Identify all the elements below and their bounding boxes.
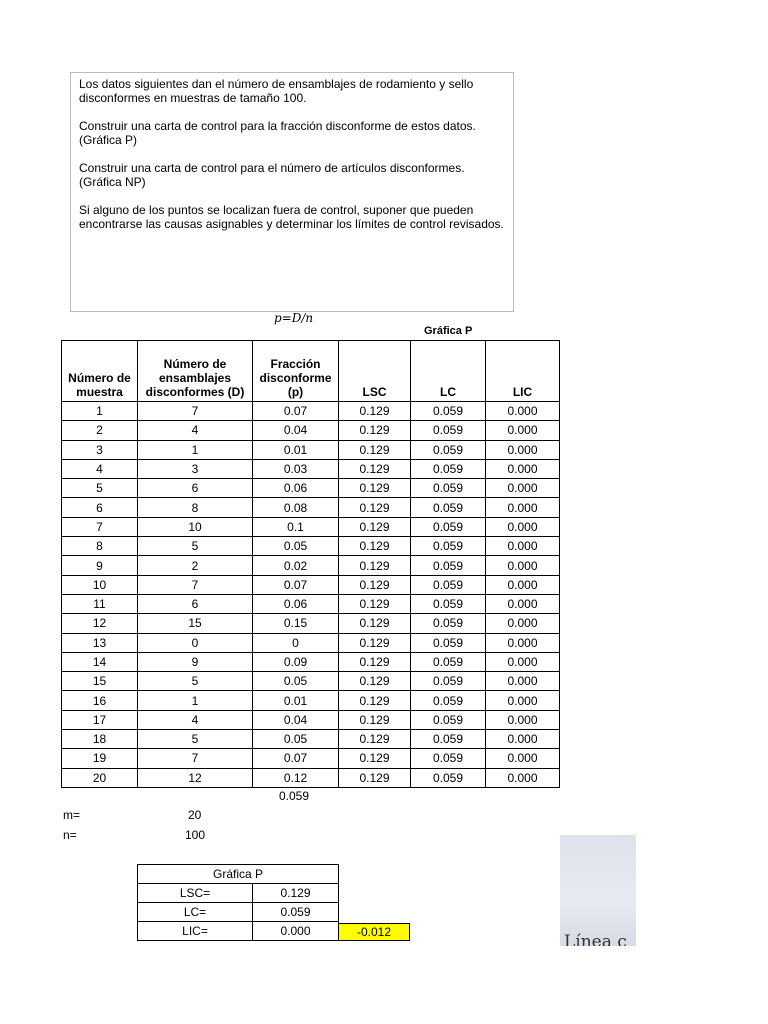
cell-fraction[interactable]: 0.05 xyxy=(253,672,339,691)
cell-sample[interactable]: 19 xyxy=(62,749,138,768)
cell-fraction[interactable]: 0.03 xyxy=(253,459,339,478)
cell-fraction[interactable]: 0 xyxy=(253,633,339,652)
table-row xyxy=(62,421,560,440)
cell-fraction[interactable]: 0.07 xyxy=(253,575,339,594)
summary-title-row xyxy=(138,865,339,884)
instruction-4: Si alguno de los puntos se localizan fuera de control, suponer que pueden encontrarse las causas asignables y determinar los límites de control revisados. xyxy=(79,203,504,231)
cell-lsc[interactable]: 0.129 xyxy=(339,402,411,421)
cell-sample[interactable]: 8 xyxy=(62,537,138,556)
header-lsc[interactable]: LSC xyxy=(339,341,411,402)
n-label: n= xyxy=(63,828,77,842)
cell-sample[interactable]: 9 xyxy=(62,556,138,575)
summary-value-lc[interactable]: 0.059 xyxy=(253,903,339,922)
cell-lc[interactable]: 0.059 xyxy=(411,672,486,691)
cell-defects[interactable]: 0 xyxy=(138,633,253,652)
table-row xyxy=(62,440,560,459)
cell-sample[interactable]: 6 xyxy=(62,498,138,517)
chart-title: Gráfica P xyxy=(424,325,473,337)
cell-lc[interactable]: 0.059 xyxy=(411,633,486,652)
table-row xyxy=(62,633,560,652)
cell-lc[interactable]: 0.059 xyxy=(411,614,486,633)
cell-lsc[interactable]: 0.129 xyxy=(339,614,411,633)
cell-fraction[interactable]: 0.12 xyxy=(253,768,339,787)
cell-defects[interactable]: 4 xyxy=(138,710,253,729)
cell-defects[interactable]: 12 xyxy=(138,768,253,787)
cell-fraction[interactable]: 0.05 xyxy=(253,537,339,556)
cell-lc[interactable]: 0.059 xyxy=(411,421,486,440)
header-defects[interactable]: Número de ensamblajes disconformes (D) xyxy=(138,341,253,402)
cell-lsc[interactable]: 0.129 xyxy=(339,575,411,594)
cell-fraction[interactable]: 0.09 xyxy=(253,652,339,671)
summary-value-lic[interactable]: 0.000 xyxy=(253,922,339,941)
cell-lsc[interactable]: 0.129 xyxy=(339,749,411,768)
cell-defects[interactable]: 2 xyxy=(138,556,253,575)
header-fraction[interactable]: Fracción disconforme (p) xyxy=(253,341,339,402)
table-row xyxy=(62,575,560,594)
cell-fraction[interactable]: 0.04 xyxy=(253,421,339,440)
cell-lc[interactable]: 0.059 xyxy=(411,459,486,478)
cell-lsc[interactable]: 0.129 xyxy=(339,537,411,556)
cell-lsc[interactable]: 0.129 xyxy=(339,691,411,710)
cell-fraction[interactable]: 0.07 xyxy=(253,749,339,768)
table-row xyxy=(62,691,560,710)
cell-lsc[interactable]: 0.129 xyxy=(339,459,411,478)
cell-lsc[interactable]: 0.129 xyxy=(339,672,411,691)
header-lic[interactable]: LIC xyxy=(486,341,560,402)
cell-fraction[interactable]: 0.04 xyxy=(253,710,339,729)
table-row xyxy=(62,710,560,729)
instructions-textbox xyxy=(70,72,514,312)
cell-defects[interactable]: 10 xyxy=(138,517,253,536)
table-row xyxy=(62,594,560,613)
cell-fraction[interactable]: 0.01 xyxy=(253,440,339,459)
m-value[interactable]: 20 xyxy=(188,808,202,822)
cell-sample[interactable]: 12 xyxy=(62,614,138,633)
cell-defects[interactable]: 5 xyxy=(138,537,253,556)
header-lc[interactable]: LC xyxy=(411,341,486,402)
cell-sample[interactable]: 11 xyxy=(62,594,138,613)
cell-sample[interactable]: 20 xyxy=(62,768,138,787)
cell-defects[interactable]: 7 xyxy=(138,749,253,768)
p-bar-value[interactable]: 0.059 xyxy=(279,789,310,803)
cell-lic[interactable]: 0.000 xyxy=(486,672,560,691)
cell-lic[interactable]: 0.000 xyxy=(486,633,560,652)
cell-lc[interactable]: 0.059 xyxy=(411,479,486,498)
cell-lsc[interactable]: 0.129 xyxy=(339,498,411,517)
cell-lc[interactable]: 0.059 xyxy=(411,537,486,556)
cell-sample[interactable]: 2 xyxy=(62,421,138,440)
cell-defects[interactable]: 1 xyxy=(138,440,253,459)
n-value[interactable]: 100 xyxy=(185,828,206,842)
cell-lic[interactable]: 0.000 xyxy=(486,537,560,556)
cell-lc[interactable]: 0.059 xyxy=(411,402,486,421)
cell-lsc[interactable]: 0.129 xyxy=(339,421,411,440)
cell-lsc[interactable]: 0.129 xyxy=(339,440,411,459)
cell-defects[interactable]: 4 xyxy=(138,421,253,440)
m-label: m= xyxy=(63,808,81,822)
cell-lic[interactable]: 0.000 xyxy=(486,459,560,478)
cell-lic[interactable]: 0.000 xyxy=(486,749,560,768)
cell-fraction[interactable]: 0.07 xyxy=(253,402,339,421)
cell-lsc[interactable]: 0.129 xyxy=(339,556,411,575)
summary-label-lc[interactable]: LC= xyxy=(138,903,253,922)
cell-lsc[interactable]: 0.129 xyxy=(339,710,411,729)
cell-defects[interactable]: 3 xyxy=(138,459,253,478)
cell-lic[interactable]: 0.000 xyxy=(486,556,560,575)
cell-fraction[interactable]: 0.15 xyxy=(253,614,339,633)
table-row xyxy=(62,479,560,498)
summary-row-lic xyxy=(138,922,339,941)
cell-fraction[interactable]: 0.08 xyxy=(253,498,339,517)
summary-table xyxy=(137,864,339,941)
summary-row-lsc xyxy=(138,884,339,903)
cell-lc[interactable]: 0.059 xyxy=(411,730,486,749)
cell-defects[interactable]: 6 xyxy=(138,479,253,498)
cell-lc[interactable]: 0.059 xyxy=(411,768,486,787)
cell-lc[interactable]: 0.059 xyxy=(411,575,486,594)
cell-defects[interactable]: 9 xyxy=(138,652,253,671)
cell-defects[interactable]: 6 xyxy=(138,594,253,613)
cell-lic[interactable]: 0.000 xyxy=(486,440,560,459)
cell-sample[interactable]: 4 xyxy=(62,459,138,478)
table-row xyxy=(62,768,560,787)
cell-defects[interactable]: 7 xyxy=(138,402,253,421)
book-excerpt-text: Línea c xyxy=(564,932,627,946)
cell-lc[interactable]: 0.059 xyxy=(411,691,486,710)
cell-sample[interactable]: 18 xyxy=(62,730,138,749)
table-row xyxy=(62,730,560,749)
cell-fraction[interactable]: 0.06 xyxy=(253,479,339,498)
cell-sample[interactable]: 7 xyxy=(62,517,138,536)
formula: p=D/n xyxy=(274,311,314,325)
cell-defects[interactable]: 7 xyxy=(138,575,253,594)
table-row xyxy=(62,749,560,768)
table-row xyxy=(62,517,560,536)
cell-sample[interactable]: 1 xyxy=(62,402,138,421)
cell-lsc[interactable]: 0.129 xyxy=(339,594,411,613)
table-row xyxy=(62,402,560,421)
table-row xyxy=(62,672,560,691)
cell-lic[interactable]: 0.000 xyxy=(486,517,560,536)
cell-lic[interactable]: 0.000 xyxy=(486,575,560,594)
cell-defects[interactable]: 8 xyxy=(138,498,253,517)
cell-lic[interactable]: 0.000 xyxy=(486,614,560,633)
cell-lic[interactable]: 0.000 xyxy=(486,691,560,710)
cell-lic[interactable]: 0.000 xyxy=(486,479,560,498)
cell-lic[interactable]: 0.000 xyxy=(486,652,560,671)
cell-fraction[interactable]: 0.05 xyxy=(253,730,339,749)
lic-raw-highlight-cell[interactable]: -0.012 xyxy=(338,923,410,941)
cell-fraction[interactable]: 0.1 xyxy=(253,517,339,536)
summary-row-lc xyxy=(138,903,339,922)
cell-fraction[interactable]: 0.02 xyxy=(253,556,339,575)
cell-defects[interactable]: 5 xyxy=(138,730,253,749)
cell-defects[interactable]: 5 xyxy=(138,672,253,691)
data-table xyxy=(61,340,560,788)
cell-lsc[interactable]: 0.129 xyxy=(339,633,411,652)
cell-sample[interactable]: 16 xyxy=(62,691,138,710)
table-row xyxy=(62,459,560,478)
cell-sample[interactable]: 3 xyxy=(62,440,138,459)
summary-label-lic[interactable]: LIC= xyxy=(138,922,253,941)
cell-lsc[interactable]: 0.129 xyxy=(339,730,411,749)
cell-lsc[interactable]: 0.129 xyxy=(339,768,411,787)
cell-sample[interactable]: 13 xyxy=(62,633,138,652)
header-sample[interactable]: Número de muestra xyxy=(62,341,138,402)
cell-fraction[interactable]: 0.06 xyxy=(253,594,339,613)
instruction-3: Construir una carta de control para el número de artículos disconformes. (Gráfica NP) xyxy=(79,161,465,189)
instruction-2: Construir una carta de control para la fracción disconforme de estos datos. (Gráfica P) xyxy=(79,119,476,147)
summary-label-lsc[interactable]: LSC= xyxy=(138,884,253,903)
cell-defects[interactable]: 15 xyxy=(138,614,253,633)
cell-sample[interactable]: 5 xyxy=(62,479,138,498)
cell-sample[interactable]: 15 xyxy=(62,672,138,691)
table-row xyxy=(62,537,560,556)
cell-lsc[interactable]: 0.129 xyxy=(339,517,411,536)
cell-sample[interactable]: 14 xyxy=(62,652,138,671)
cell-lic[interactable]: 0.000 xyxy=(486,710,560,729)
cell-lic[interactable]: 0.000 xyxy=(486,594,560,613)
cell-lc[interactable]: 0.059 xyxy=(411,498,486,517)
cell-lc[interactable]: 0.059 xyxy=(411,440,486,459)
header-row xyxy=(62,341,560,402)
cell-lc[interactable]: 0.059 xyxy=(411,594,486,613)
cell-lic[interactable]: 0.000 xyxy=(486,402,560,421)
table-row xyxy=(62,498,560,517)
cell-defects[interactable]: 1 xyxy=(138,691,253,710)
table-row xyxy=(62,614,560,633)
book-excerpt-image xyxy=(560,835,636,946)
cell-lic[interactable]: 0.000 xyxy=(486,730,560,749)
cell-sample[interactable]: 10 xyxy=(62,575,138,594)
cell-lc[interactable]: 0.059 xyxy=(411,517,486,536)
cell-lc[interactable]: 0.059 xyxy=(411,556,486,575)
summary-title[interactable]: Gráfica P xyxy=(138,865,339,884)
cell-lc[interactable]: 0.059 xyxy=(411,652,486,671)
cell-lc[interactable]: 0.059 xyxy=(411,710,486,729)
instruction-1: Los datos siguientes dan el número de ensamblajes de rodamiento y sello disconformes en muestras de tamaño 100. xyxy=(79,77,474,105)
cell-lsc[interactable]: 0.129 xyxy=(339,479,411,498)
cell-lic[interactable]: 0.000 xyxy=(486,498,560,517)
cell-lc[interactable]: 0.059 xyxy=(411,749,486,768)
cell-lsc[interactable]: 0.129 xyxy=(339,652,411,671)
summary-value-lsc[interactable]: 0.129 xyxy=(253,884,339,903)
table-row xyxy=(62,652,560,671)
cell-lic[interactable]: 0.000 xyxy=(486,768,560,787)
table-row xyxy=(62,556,560,575)
cell-fraction[interactable]: 0.01 xyxy=(253,691,339,710)
cell-sample[interactable]: 17 xyxy=(62,710,138,729)
cell-lic[interactable]: 0.000 xyxy=(486,421,560,440)
